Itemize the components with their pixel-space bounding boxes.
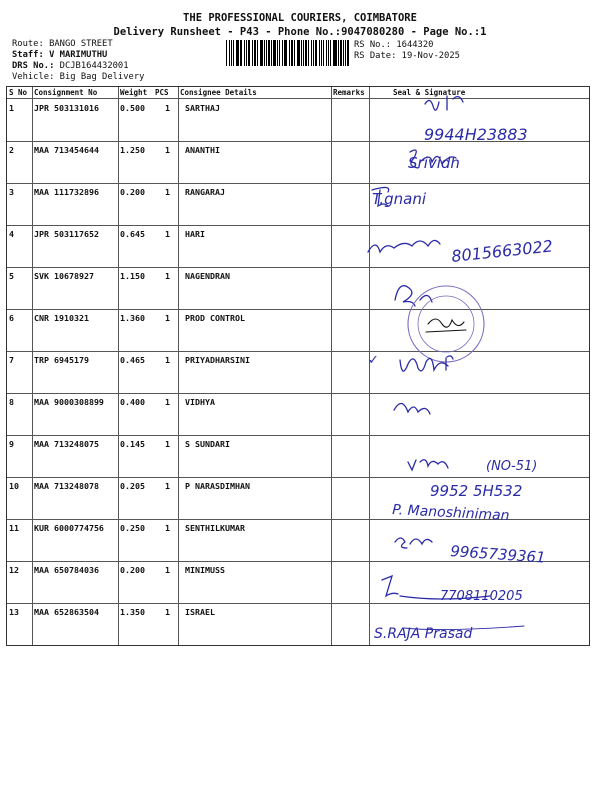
signature-stroke	[395, 286, 432, 306]
rs-date-value: 19-Nov-2025	[401, 51, 460, 61]
cell-consignment: CNR 1910321	[34, 313, 89, 323]
cell-pcs: 1	[165, 481, 170, 491]
staff-line: Staff: V MARIMUTHU	[12, 50, 108, 60]
cell-consignment: MAA 713454644	[34, 145, 99, 155]
cell-weight: 1.250	[120, 145, 145, 155]
signature-stroke	[408, 460, 448, 470]
cell-consignment: MAA 9000308899	[34, 397, 104, 407]
cell-pcs: 1	[165, 439, 170, 449]
cell-sno: 13	[9, 607, 19, 617]
cell-consignee: HARI	[185, 229, 205, 239]
cell-pcs: 1	[165, 565, 170, 575]
cell-pcs: 1	[165, 103, 170, 113]
cell-consignment: KUR 6000774756	[34, 523, 104, 533]
check-mark-icon: ✓	[368, 353, 379, 368]
cell-sno: 4	[9, 229, 14, 239]
cell-consignment: TRP 6945179	[34, 355, 89, 365]
handwritten-note: (NO-51)	[486, 459, 538, 474]
cell-consignment: JPR 503131016	[34, 103, 99, 113]
cell-consignee: PROD CONTROL	[185, 313, 245, 323]
signature-stroke	[400, 358, 448, 371]
cell-consignee: NAGENDRAN	[185, 271, 230, 281]
col-header-consignment: Consignment No	[34, 88, 98, 97]
handwritten-name: T.gnani	[372, 190, 427, 208]
cell-consignee: RANGARAJ	[185, 187, 225, 197]
handwritten-name: Srividh	[408, 154, 460, 172]
cell-consignment: JPR 503117652	[34, 229, 99, 239]
col-header-seal: Seal & Signature	[393, 88, 466, 97]
rs-no-value: 1644320	[396, 40, 434, 50]
cell-weight: 0.250	[120, 523, 145, 533]
signature-stroke	[446, 356, 453, 370]
cell-consignment: MAA 713248078	[34, 481, 99, 491]
cell-consignee: PRIYADHARSINI	[185, 355, 250, 365]
cell-sno: 12	[9, 565, 19, 575]
staff-value: V MARIMUTHU	[49, 50, 108, 60]
runsheet-title: Delivery Runsheet - P43 - Phone No.:9047080280 - Page No.:1	[113, 26, 487, 38]
cell-sno: 10	[9, 481, 19, 491]
cell-weight: 0.400	[120, 397, 145, 407]
route-line: Route: BANGO STREET	[12, 39, 113, 49]
cell-consignment: MAA 652863504	[34, 607, 99, 617]
cell-weight: 1.350	[120, 607, 145, 617]
cell-sno: 6	[9, 313, 14, 323]
cell-weight: 0.500	[120, 103, 145, 113]
cell-consignee: S SUNDARI	[185, 439, 230, 449]
col-header-pcs: PCS	[155, 88, 169, 97]
drs-line: DRS No.: DCJB164432001	[12, 61, 129, 71]
cell-sno: 2	[9, 145, 14, 155]
handwritten-phone: 7708110205	[440, 589, 523, 604]
cell-sno: 11	[9, 523, 19, 533]
route-value: BANGO STREET	[49, 39, 113, 49]
cell-consignment: MAA 713248075	[34, 439, 99, 449]
cell-pcs: 1	[165, 187, 170, 197]
cell-pcs: 1	[165, 397, 170, 407]
cell-weight: 0.645	[120, 229, 145, 239]
cell-pcs: 1	[165, 607, 170, 617]
cell-sno: 8	[9, 397, 14, 407]
handwritten-phone: 8015663022	[450, 236, 554, 266]
cell-pcs: 1	[165, 229, 170, 239]
cell-consignee: ISRAEL	[185, 607, 215, 617]
signature-stroke	[368, 240, 440, 252]
signature-stroke	[425, 96, 463, 110]
cell-consignee: ANANTHI	[185, 145, 220, 155]
handwritten-phone: 9965739361	[449, 542, 547, 567]
cell-weight: 1.360	[120, 313, 145, 323]
cell-weight: 0.205	[120, 481, 145, 491]
cell-consignment: SVK 10678927	[34, 271, 94, 281]
handwritten-name: S.RAJA Prasad	[374, 626, 473, 642]
cell-weight: 0.145	[120, 439, 145, 449]
cell-weight: 1.150	[120, 271, 145, 281]
col-header-sno: S No	[9, 88, 28, 97]
cell-pcs: 1	[165, 313, 170, 323]
cell-weight: 0.200	[120, 565, 145, 575]
cell-sno: 9	[9, 439, 14, 449]
signature-stroke	[395, 538, 432, 548]
cell-weight: 0.465	[120, 355, 145, 365]
cell-consignee: P NARASDIMHAN	[185, 481, 250, 491]
handwritten-phone: 9944H23883	[424, 125, 528, 144]
rs-no-line: RS No.: 1644320	[354, 40, 434, 50]
cell-sno: 1	[9, 103, 14, 113]
cell-pcs: 1	[165, 523, 170, 533]
col-header-weight: Weight	[120, 88, 148, 97]
cell-sno: 3	[9, 187, 14, 197]
cell-consignment: MAA 111732896	[34, 187, 99, 197]
vehicle-line: Vehicle: Big Bag Delivery	[12, 72, 145, 82]
signature-stroke	[394, 403, 430, 414]
handwritten-name: P. Manoshiniman	[391, 502, 510, 525]
cell-consignee: MINIMUSS	[185, 565, 225, 575]
cell-consignment: MAA 650784036	[34, 565, 99, 575]
col-header-consignee: Consignee Details	[180, 88, 257, 97]
vehicle-value: Big Bag Delivery	[59, 72, 145, 82]
cell-sno: 5	[9, 271, 14, 281]
rs-date-line: RS Date: 19-Nov-2025	[354, 51, 460, 61]
cell-weight: 0.200	[120, 187, 145, 197]
cell-sno: 7	[9, 355, 14, 365]
cell-consignee: SENTHILKUMAR	[185, 523, 245, 533]
company-name: THE PROFESSIONAL COURIERS, COIMBATORE	[183, 12, 417, 24]
handwritten-phone: 9952 5H532	[430, 482, 523, 500]
cell-consignee: SARTHAJ	[185, 103, 220, 113]
col-header-remarks: Remarks	[333, 88, 365, 97]
cell-pcs: 1	[165, 145, 170, 155]
drs-value: DCJB164432001	[59, 61, 129, 71]
cell-pcs: 1	[165, 355, 170, 365]
cell-pcs: 1	[165, 271, 170, 281]
cell-consignee: VIDHYA	[185, 397, 215, 407]
